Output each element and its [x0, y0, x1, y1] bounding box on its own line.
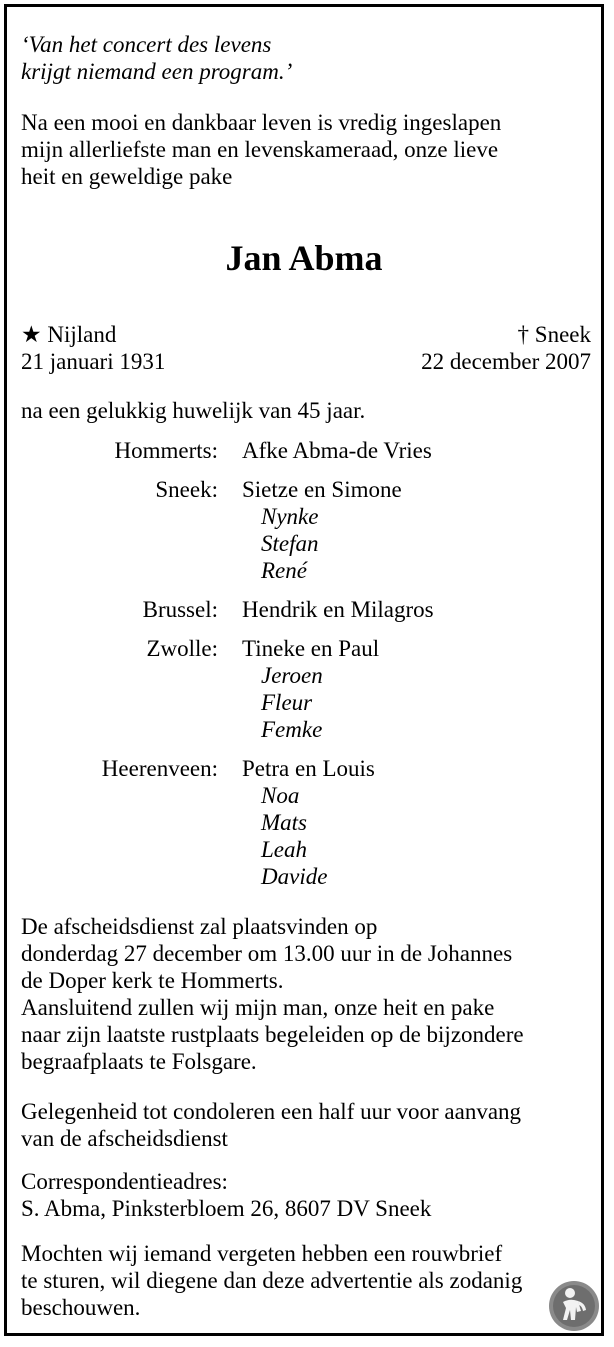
- family-names: Sietze en Simone: [242, 477, 402, 502]
- marriage-line: na een gelukkig huwelijk van 45 jaar.: [21, 398, 366, 423]
- service-line: de Doper kerk te Hommerts.: [21, 968, 284, 993]
- death-cross-icon: †: [517, 322, 530, 347]
- obituary-card: [4, 4, 604, 1336]
- closing-line: Mochten wij iemand vergeten hebben een rouwbrief: [21, 1241, 503, 1266]
- condolence-line: Gelegenheid tot condoleren een half uur voor aanvang: [21, 1099, 522, 1124]
- closing-line: beschouwen.: [21, 1295, 141, 1320]
- correspondence-line: Correspondentieadres:: [21, 1169, 228, 1194]
- death-date: 22 december 2007: [421, 349, 591, 374]
- grandchild-name: Leah: [261, 837, 307, 862]
- family-place: Heerenveen:: [101, 756, 218, 781]
- grandchild-name: Stefan: [261, 531, 319, 556]
- family-place: Brussel:: [142, 597, 218, 622]
- condolence-paragraph: [21, 1098, 601, 1152]
- family-names: Tineke en Paul: [242, 636, 380, 661]
- grandchild-name: Nynke: [261, 504, 319, 529]
- intro-line: Na een mooi en dankbaar leven is vredig ingeslapen: [21, 110, 502, 135]
- correspondence-line: S. Abma, Pinksterbloem 26, 8607 DV Sneek: [21, 1196, 432, 1221]
- intro-line: heit en geweldige pake: [21, 164, 233, 189]
- death-info: [421, 321, 591, 375]
- birth-info: [21, 321, 165, 375]
- family-entry: [21, 476, 601, 584]
- grandchild-name: Fleur: [261, 690, 313, 715]
- grandchild-name: René: [261, 558, 307, 583]
- service-paragraph: [21, 913, 601, 1075]
- closing-line: te sturen, wil diegene dan deze advertentie als zodanig: [21, 1268, 523, 1293]
- grandchild-name: Jeroen: [261, 663, 323, 688]
- quote-line: krijgt niemand een program.’: [21, 59, 293, 84]
- birth-star-icon: ★: [21, 322, 42, 347]
- correspondence-paragraph: [21, 1168, 601, 1222]
- service-line: begraafplaats te Folsgare.: [21, 1049, 257, 1074]
- quote-line: ‘Van het concert des levens: [21, 32, 272, 57]
- intro-line: mijn allerliefste man en levenskameraad, onze lieve: [21, 137, 499, 162]
- family-entry: [21, 755, 601, 890]
- grandchild-name: Davide: [261, 864, 328, 889]
- service-line: donderdag 27 december om 13.00 uur in de Johannes: [21, 941, 513, 966]
- opening-quote: [21, 31, 292, 85]
- family-place: Sneek:: [155, 477, 218, 502]
- memorial-figure-icon: [548, 1280, 600, 1332]
- family-list: [21, 437, 601, 890]
- condolence-line: van de afscheidsdienst: [21, 1126, 228, 1151]
- family-names: Afke Abma-de Vries: [242, 438, 432, 463]
- family-place: Zwolle:: [146, 636, 218, 661]
- intro-paragraph: [21, 109, 601, 190]
- grandchild-name: Mats: [261, 810, 307, 835]
- grandchild-name: Femke: [261, 717, 323, 742]
- closing-paragraph: [21, 1240, 601, 1321]
- family-names: Hendrik en Milagros: [242, 597, 434, 622]
- death-place: Sneek: [534, 322, 591, 347]
- birth-place: Nijland: [47, 322, 117, 347]
- birth-date: 21 januari 1931: [21, 349, 166, 374]
- deceased-name: Jan Abma: [225, 238, 383, 278]
- family-place: Hommerts:: [114, 438, 218, 463]
- service-line: De afscheidsdienst zal plaatsvinden op: [21, 914, 378, 939]
- family-names: Petra en Louis: [242, 756, 375, 781]
- family-entry: [21, 596, 601, 623]
- service-line: Aansluitend zullen wij mijn man, onze heit en pake: [21, 995, 495, 1020]
- family-entry: [21, 437, 601, 464]
- service-line: naar zijn laatste rustplaats begeleiden op de bijzondere: [21, 1022, 524, 1047]
- family-entry: [21, 635, 601, 743]
- grandchild-name: Noa: [261, 783, 300, 808]
